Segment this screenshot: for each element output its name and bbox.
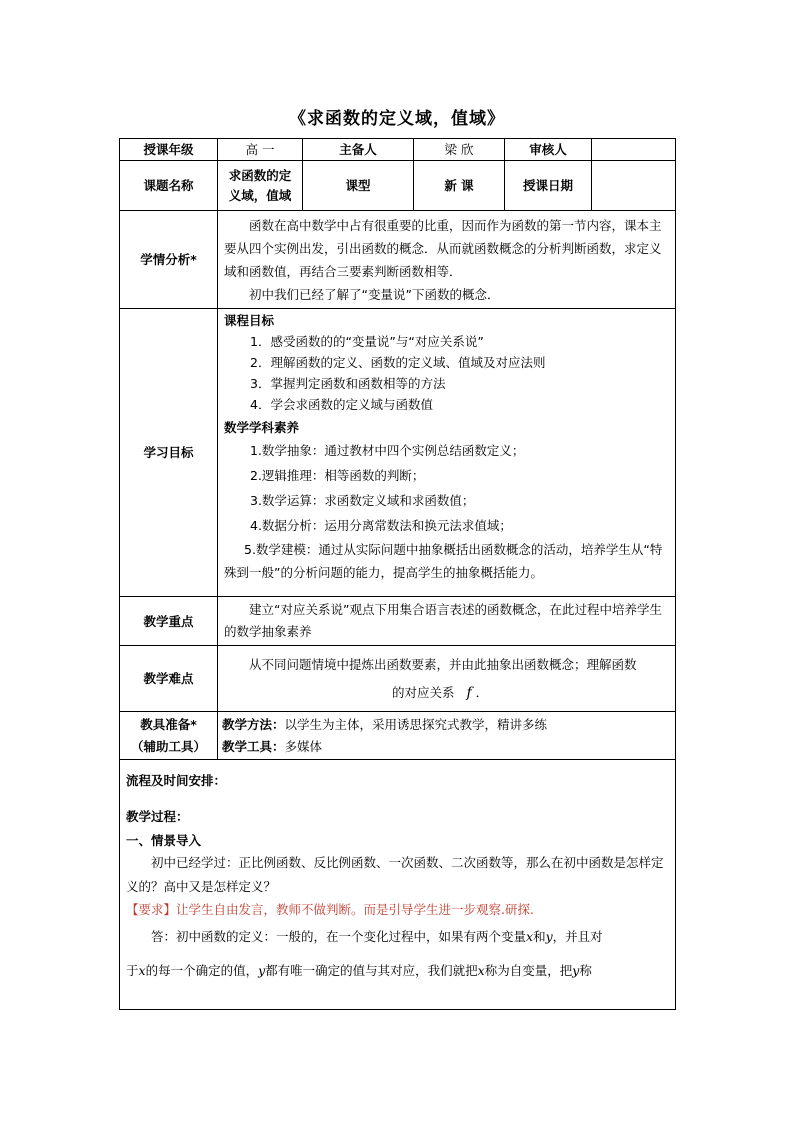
var-x: x [477,963,485,978]
topic-row [120,161,676,211]
answer-text: 称 [579,963,592,978]
difficulty-tail: ． [475,684,489,700]
analysis-content [218,211,676,309]
answer-text: 答：初中函数的定义：一般的，在一个变化过程中，如果有两个变量 [151,929,527,944]
difficulty-text: 从不同问题情境中提炼出函数要素，并由此抽象出函数概念；理解函数 [249,656,637,672]
type-value: 新 课 [414,161,505,211]
literacy-item: 4.数据分析：运用分离常数法和换元法求值域； [250,518,512,533]
course-goal-item: 2．理解函数的定义、函数的定义域、值域及对应法则 [250,355,546,370]
literacy-item: 1.数学抽象：通过教材中四个实例总结函数定义； [250,443,525,458]
tools-label-line-2: （辅助工具） [130,738,206,754]
teaching-method-value: 以学生为主体，采用诱思探究式教学，精讲多练 [284,716,548,732]
var-y: y [258,963,266,978]
topic-value-line-2: 义域，值域 [228,187,292,203]
topic-label: 课题名称 [120,161,218,211]
topic-value-line-1: 求函数的定 [228,167,292,183]
grade-label: 授课年级 [120,139,218,161]
teaching-tool-label: 教学工具： [222,738,285,754]
key-point-text: 建立“对应关系说”观点下用集合语言表述的函数概念，在此过程中培养学生的数学抽象素养 [218,597,676,646]
document-title: 《求函数的定义域，值域》 [289,109,505,129]
teaching-method-label: 教学方法： [222,716,285,732]
tools-label-line-1: 教具准备* [140,716,197,732]
process-row [120,760,676,1010]
goals-label: 学习目标 [120,309,218,597]
function-symbol-f: f [466,684,472,701]
course-goal-item: 4．学会求函数的定义域与函数值 [250,397,433,412]
tools-content [218,712,676,760]
intro-paragraph: 初中已经学过：正比例函数、反比例函数、一次函数、二次函数等，那么在初中函数是怎样定义的？高中又是怎样定义？ [126,855,664,894]
var-y: y [572,963,580,978]
requirement-label: 【要求】 [126,902,177,917]
requirement-text: 让学生自由发言，教师不做判断。而是引导学生进一步观察.研探. [176,902,534,917]
literacy-title: 数学学科素养 [224,420,300,435]
answer-text: 的每一个确定的值， [145,963,259,978]
answer-text: 于 [126,963,139,978]
answer-and: 和 [533,929,546,944]
difficulty-text-2: 的对应关系 [392,684,455,700]
key-point-label: 教学重点 [120,597,218,646]
course-goal-item: 1．感受函数的的“变量说”与“对应关系说” [250,334,484,349]
analysis-label: 学情分析* [120,211,218,309]
reviewer-label: 审核人 [505,139,592,161]
answer-line-1 [126,921,669,953]
preparer-label: 主备人 [303,139,414,161]
teaching-tool-value: 多媒体 [284,738,323,754]
difficulty-text-line-2 [224,679,669,707]
literacy-item: 5.数学建模：通过从实际问题中抽象概括出函数概念的活动，培养学生从“特殊到一般”的分析问题的能力，提高学生的抽象概括能力。 [224,542,663,580]
teaching-tool [222,736,671,758]
answer-text: 称为自变量，把 [484,963,573,978]
analysis-paragraph-1: 函数在高中数学中占有很重要的比重，因而作为函数的第一节内容，课本主要从四个实例出发，引出函数的概念．从而就函数概念的分析判断函数，求定义域和函数值，再结合三要素判断函数相等． [224,217,662,279]
schedule-title: 流程及时间安排： [126,773,227,788]
course-goal-item: 3．掌握判定函数和函数相等的方法 [250,376,446,391]
goals-content [218,309,676,597]
tools-row [120,712,676,760]
header-row [120,139,676,161]
difficulty-content [218,646,676,712]
reviewer-value [592,139,676,161]
analysis-paragraph-2: 初中我们已经了解了“变量说”下函数的概念． [249,286,500,302]
course-goals-title: 课程目标 [224,313,275,328]
answer-text: ，并且对 [552,929,603,944]
goals-row [120,309,676,597]
requirement-line [126,899,669,921]
process-title: 教学过程： [126,809,189,824]
process-content [120,760,676,1010]
date-label: 授课日期 [505,161,592,211]
var-x: x [526,929,534,944]
date-value [592,161,676,211]
answer-text: 都有唯一确定的值与其对应，我们就把 [265,963,478,978]
var-y: y [545,929,553,944]
lesson-plan-table [119,138,676,1010]
difficulty-label: 教学难点 [120,646,218,712]
key-point-row [120,597,676,646]
preparer-value: 梁 欣 [414,139,505,161]
type-label: 课型 [303,161,414,211]
topic-value [218,161,303,211]
section-intro-title: 一、情景导入 [126,833,202,848]
var-x: x [138,963,146,978]
teaching-method [222,714,671,736]
answer-line-2 [126,955,669,987]
literacy-item: 3.数学运算：求函数定义域和求函数值； [250,493,475,508]
literacy-item: 2.逻辑推理：相等函数的判断； [250,468,425,483]
grade-value: 高 一 [218,139,303,161]
difficulty-row [120,646,676,712]
tools-label [120,712,218,760]
analysis-row [120,211,676,309]
